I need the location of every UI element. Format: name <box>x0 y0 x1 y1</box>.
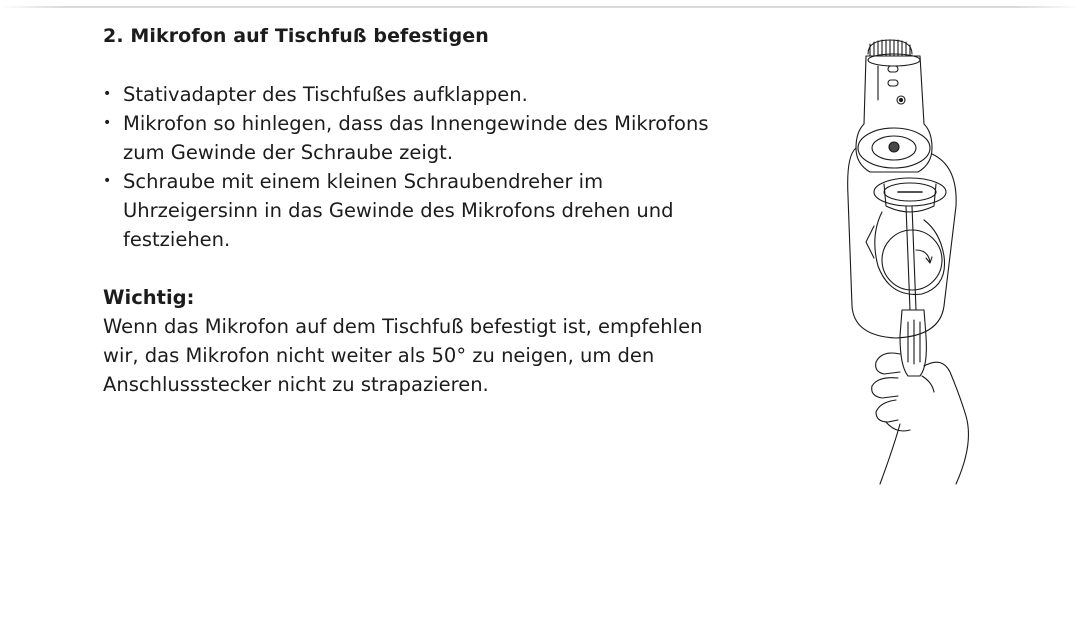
instructions-column <box>103 22 763 399</box>
important-heading: Wichtig: <box>103 286 195 309</box>
hand-icon <box>872 353 969 484</box>
section-title: 2. Mikrofon auf Tischfuß befestigen <box>103 25 489 47</box>
step-item <box>103 109 723 167</box>
step-list <box>103 80 763 254</box>
step-item <box>103 167 723 254</box>
step-text: Mikrofon so hinlegen, dass das Innengewinde des Mikrofons zum Gewinde der Schraube zeigt. <box>123 112 709 164</box>
step-text: Stativadapter des Tischfußes aufklappen. <box>123 83 528 106</box>
step-item <box>103 80 723 109</box>
bullet-icon: • <box>103 115 112 131</box>
microphone-mounting-illustration <box>836 36 978 488</box>
microphone-body-icon <box>856 54 932 172</box>
step-text: Schraube mit einem kleinen Schraubendreher im Uhrzeigersinn in das Gewinde des Mikrofons drehen und festziehen. <box>123 170 674 251</box>
bullet-icon: • <box>103 173 112 189</box>
bullet-icon: • <box>103 86 112 102</box>
important-text: Wenn das Mikrofon auf dem Tischfuß befestigt ist, empfehlen wir, das Mikrofon nicht weiter als 50° zu neigen, um den Anschlussstecker nicht zu strapazieren. <box>103 315 703 396</box>
top-divider <box>0 6 1080 8</box>
